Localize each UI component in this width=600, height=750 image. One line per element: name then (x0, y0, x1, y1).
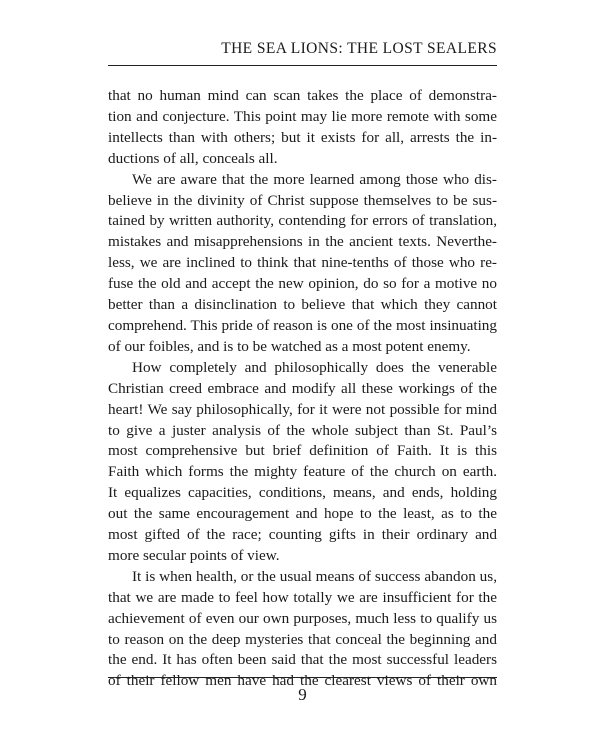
running-head: THE SEA LIONS: THE LOST SEALERS (221, 40, 497, 57)
text-line: the end. It has often been said that the most successful leaders (108, 651, 497, 669)
text-line: that we are made to feel how totally we are insufficient for the (108, 588, 497, 606)
body-text (108, 86, 497, 692)
paragraph-2 (108, 170, 497, 358)
text-line: tion and conjecture. This point may lie more remote with some (108, 107, 497, 125)
text-line: of our foibles, and is to be watched as a most potent enemy. (108, 337, 471, 355)
text-line: less, we are inclined to think that nine-tenths of those who re- (108, 254, 497, 272)
text-line: to reason on the deep mysteries that conceal the beginning and (108, 630, 497, 648)
text-line: tained by written authority, contending for errors of translation, (108, 212, 497, 230)
text-line: Faith which forms the mighty feature of the church on earth. (108, 463, 497, 481)
text-line: believe in the divinity of Christ suppose themselves to be sus- (108, 191, 497, 209)
header-rule (108, 65, 497, 66)
text-line: more secular points of view. (108, 546, 280, 564)
paragraph-4 (108, 567, 497, 692)
text-line: We are aware that the more learned among those who dis- (132, 170, 497, 188)
text-line: of their fellow men have had the clearest views of their own (108, 672, 497, 690)
text-line: How completely and philosophically does the venerable (132, 358, 497, 376)
footer-rule (108, 677, 497, 678)
text-line: most gifted of the race; counting gifts in their ordinary and (108, 526, 497, 544)
text-line: out the same encouragement and hope to the least, as to the (108, 505, 497, 523)
text-line: achievement of even our own purposes, much less to qualify us (108, 609, 497, 627)
text-line: fuse the old and accept the new opinion, do so for a motive no (108, 275, 497, 293)
text-line: It equalizes capacities, conditions, means, and ends, holding (108, 484, 497, 502)
text-line: It is when health, or the usual means of success abandon us, (132, 567, 497, 585)
text-line: comprehend. This pride of reason is one of the most insinuating (108, 316, 497, 334)
text-line: most comprehensive but brief definition of Faith. It is this (108, 442, 497, 460)
text-line: that no human mind can scan takes the place of demonstra- (108, 87, 497, 104)
text-line: ductions of all, conceals all. (108, 149, 278, 167)
paragraph-3 (108, 358, 497, 567)
text-line: to give a juster analysis of the whole subject than St. Paul’s (108, 421, 497, 439)
text-line: better than a disinclination to believe that which they cannot (108, 296, 497, 314)
page-number: 9 (298, 685, 307, 704)
text-line: Christian creed embrace and modify all these workings of the (108, 379, 497, 397)
paragraph-1 (108, 86, 497, 170)
text-line: intellects than with others; but it exists for all, arrests the in- (108, 128, 497, 146)
text-line: heart! We say philosophically, for it were not possible for mind (108, 400, 497, 418)
text-line: mistakes and misapprehensions in the ancient texts. Neverthe- (108, 233, 497, 251)
